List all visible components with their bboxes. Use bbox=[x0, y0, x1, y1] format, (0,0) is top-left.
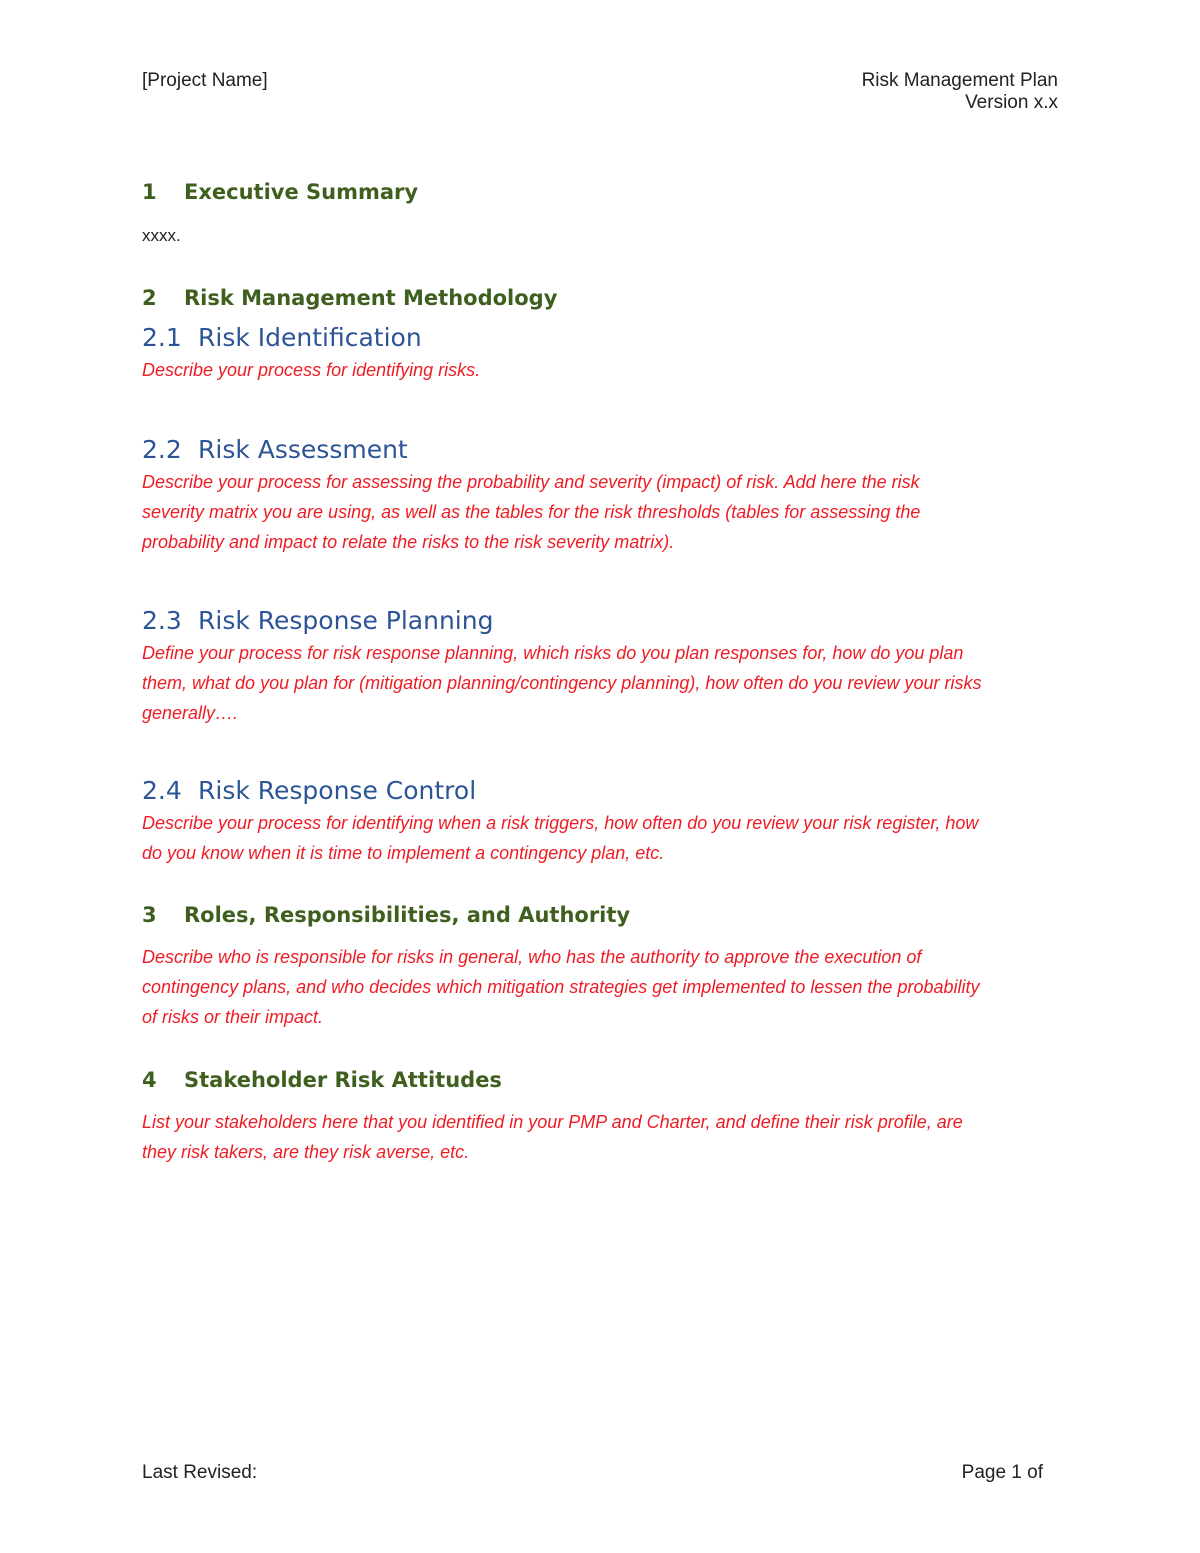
heading-title: Risk Management Methodology bbox=[184, 286, 558, 310]
heading-number: 2.3 bbox=[142, 606, 182, 635]
heading-title: Risk Identification bbox=[198, 323, 422, 352]
heading-number: 2 bbox=[142, 286, 157, 310]
heading-title: Roles, Responsibilities, and Authority bbox=[184, 903, 631, 927]
heading-title: Risk Assessment bbox=[198, 435, 408, 464]
heading-stakeholder-risk-attitudes bbox=[142, 1067, 502, 1093]
risk-assessment-body: Describe your process for assessing the probability and severity (impact) of risk. Add here the risk severity matrix you are using, as well as the tables for the risk thresholds (tables for assessing the probability and impact to relate the risks to the risk severity matrix). bbox=[142, 472, 921, 552]
header-version: Version x.x bbox=[965, 92, 1058, 113]
heading-title: Risk Response Planning bbox=[198, 606, 494, 635]
risk-identification-body: Describe your process for identifying risks. bbox=[142, 360, 481, 380]
heading-number: 2.4 bbox=[142, 776, 182, 805]
header-project-name: [Project Name] bbox=[142, 70, 268, 91]
roles-body: Describe who is responsible for risks in general, who has the authority to approve the execution of contingency plans, and who decides which mitigation strategies get implemented to lessen the probability of risks or their impact. bbox=[142, 947, 980, 1027]
header-doc-title: Risk Management Plan bbox=[861, 70, 1058, 91]
footer-page-number: Page 1 of bbox=[961, 1462, 1043, 1483]
heading-number: 1 bbox=[142, 180, 157, 204]
heading-title: Risk Response Control bbox=[198, 776, 477, 805]
risk-response-control-body: Describe your process for identifying when a risk triggers, how often do you review your risk register, how do you know when it is time to implement a contingency plan, etc. bbox=[142, 813, 979, 863]
heading-risk-identification bbox=[142, 323, 422, 353]
executive-summary-body: xxxx. bbox=[142, 226, 181, 245]
heading-number: 3 bbox=[142, 903, 157, 927]
heading-risk-response-planning bbox=[142, 606, 493, 636]
footer-last-revised: Last Revised: bbox=[142, 1462, 258, 1483]
heading-risk-response-control bbox=[142, 776, 476, 806]
risk-response-planning-body: Define your process for risk response planning, which risks do you plan responses for, how do you plan them, what do you plan for (mitigation planning/contingency planning), how often do you review your risks generally…. bbox=[142, 643, 982, 723]
heading-executive-summary bbox=[142, 179, 418, 205]
heading-risk-management-methodology bbox=[142, 285, 557, 311]
heading-number: 4 bbox=[142, 1068, 157, 1092]
heading-roles-responsibilities-authority bbox=[142, 902, 630, 928]
heading-number: 2.2 bbox=[142, 435, 182, 464]
stakeholder-body: List your stakeholders here that you identified in your PMP and Charter, and define their risk profile, are they risk takers, are they risk averse, etc. bbox=[142, 1112, 963, 1162]
heading-title: Stakeholder Risk Attitudes bbox=[184, 1068, 502, 1092]
heading-number: 2.1 bbox=[142, 323, 182, 352]
heading-title: Executive Summary bbox=[184, 180, 419, 204]
heading-risk-assessment bbox=[142, 435, 408, 465]
